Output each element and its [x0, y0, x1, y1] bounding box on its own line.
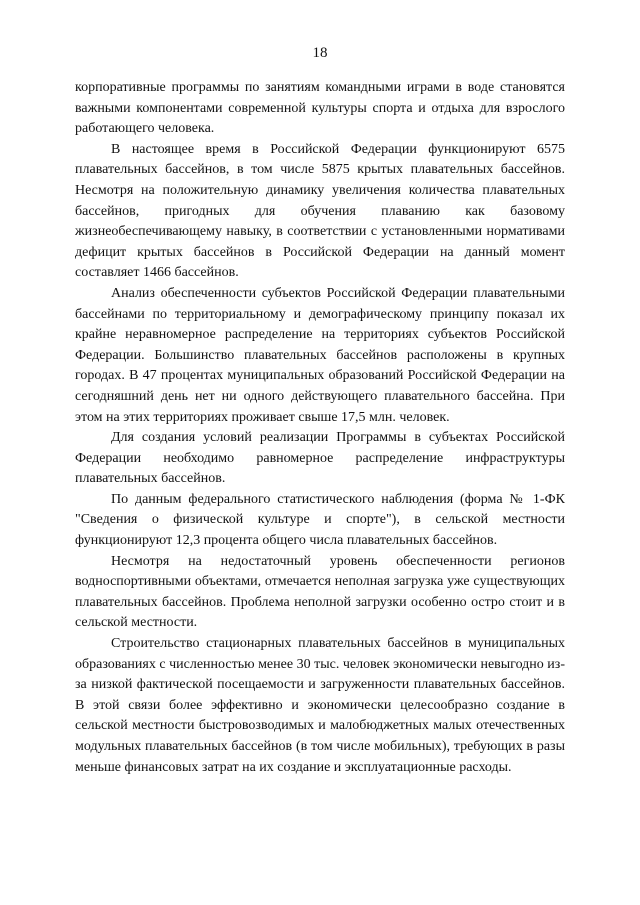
paragraph-construction: Строительство стационарных плавательных бассейнов в муниципальных образованиях с численностью менее 30 тыс. человек экономически невыгодно из-за низкой фактической посещаемости и загруженности плавательных бассейнов. В этой связи более эффективно и экономически целесообразно создание в сельской местности быстровозводимых и малобюджетных малых отечественных модульных плавательных бассейнов (в том числе мобильных), требующих в разы меньше финансовых затрат на их создание и эксплуатационные расходы.: [75, 636, 565, 775]
paragraph-program-conditions: Для создания условий реализации Программы в субъектах Российской Федерации необходимо равномерное распределение инфраструктуры плавательных бассейнов.: [75, 430, 565, 487]
document-body: [75, 78, 565, 778]
paragraph-pool-count: В настоящее время в Российской Федерации функционируют 6575 плавательных бассейнов, в том числе 5875 крытых плавательных бассейнов. Несмотря на положительную динамику увеличения количества плавательных бассейнов, пригодных для обучения плаванию как базовому жизнеобеспечивающему навыку, в соответствии с установленными нормативами дефицит крытых бассейнов в Российской Федерации на данный момент составляет 1466 бассейнов.: [75, 141, 565, 281]
paragraph-statistics: По данным федерального статистического наблюдения (форма № 1-ФК "Сведения о физической культуре и спорте"), в сельской местности функционируют 12,3 процента общего числа плавательных бассейнов.: [75, 491, 565, 549]
paragraph-pool-distribution: Анализ обеспеченности субъектов Российской Федерации плавательными бассейнами по территориальному и демографическому принципу показал их крайне неравномерное распределение на территориях субъектов Российской Федерации. Большинство плавательных бассейнов расположены в крупных городах. В 47 процентах муниципальных образований Российской Федерации на сегодняшний день нет ни одного действующего плавательного бассейна. При этом на этих территориях проживает свыше 17,5 млн. человек.: [75, 285, 565, 425]
paragraph-continuation: корпоративные программы по занятиям командными играми в воде становятся важными компонентами современной культуры спорта и отдыха для взрослого работающего человека.: [75, 80, 565, 137]
paragraph-underload: Несмотря на недостаточный уровень обеспеченности регионов водноспортивными объектами, отмечается неполная загрузка уже существующих плавательных бассейнов. Проблема неполной загрузки особенно остро стоит и в сельской местности.: [75, 553, 565, 631]
page-number: 18: [312, 45, 328, 61]
